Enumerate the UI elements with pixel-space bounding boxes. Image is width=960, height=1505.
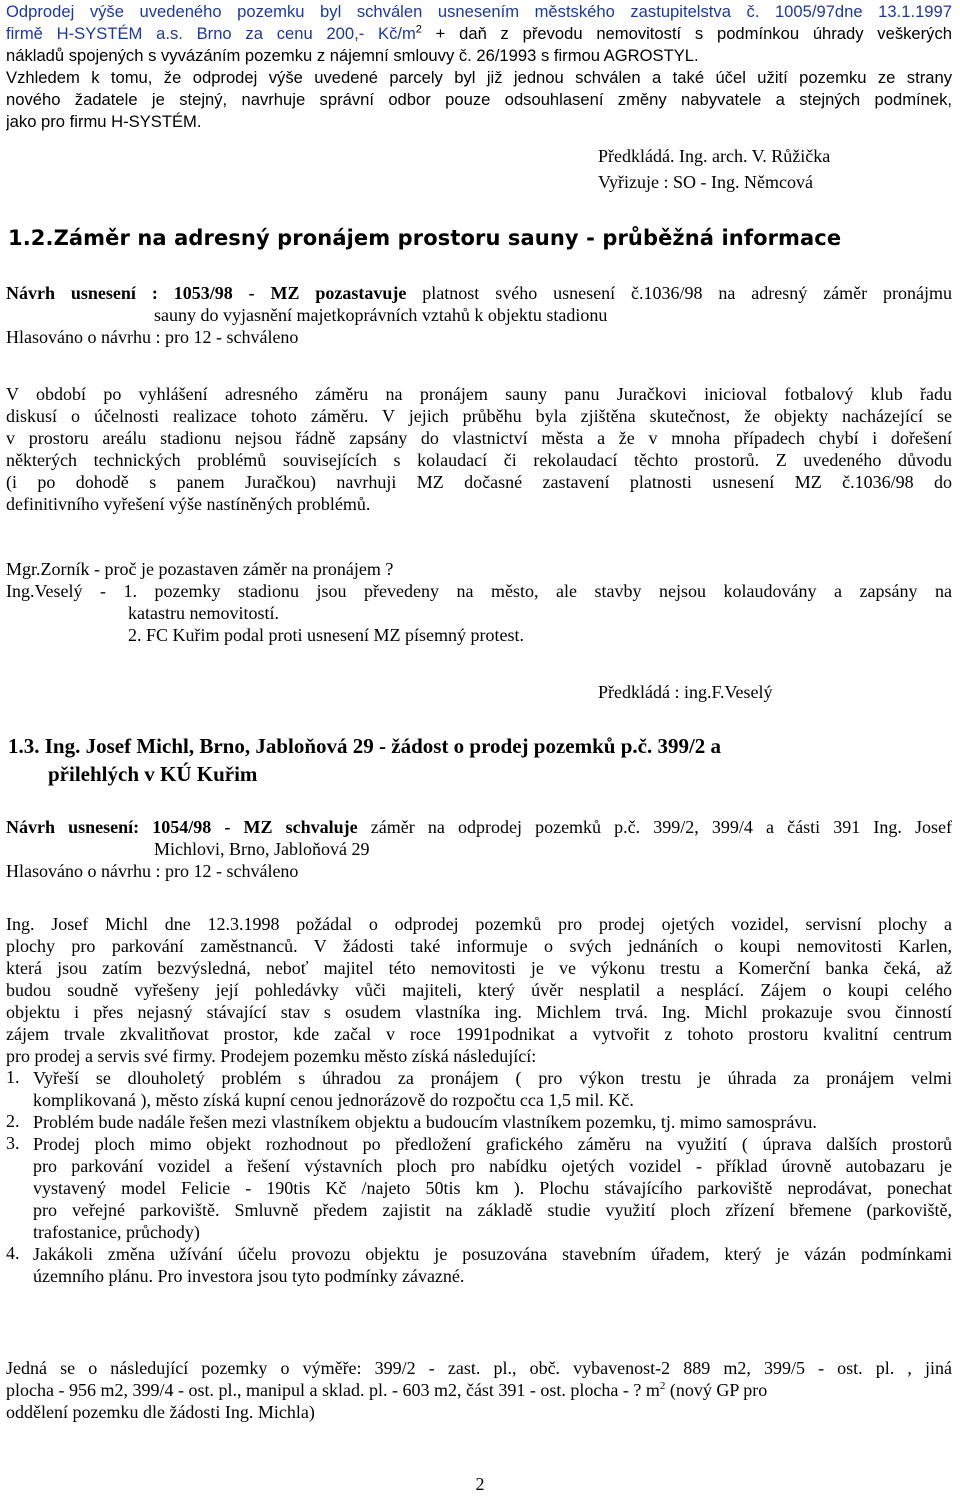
intro-block [6,1,952,133]
list-item [6,1133,952,1243]
list-line: pro parkování vozidel a řešení výstavních ploch pro nabídku ojetých vozidel - příklad úrovně autobazaru je [33,1156,952,1176]
paragraph-line: budou soudně vyřešeny její pohledávky vůči majiteli, který úvěr nesplatil a nesplácí. Zájem o koupi celého [6,980,952,1000]
list-line: Prodej ploch mimo objekt rozhodnout po předložení grafického záměru na využití ( úprava dalších prostorů [33,1134,952,1154]
paragraph-line: zájem trvale zkvalitňovat prostor, kde začal v roce 1991podnikat a vytvořit z tohoto prostoru kvalitní centrum [6,1024,952,1044]
paragraph-line: některých technických problémů souvisejících s kolaudací či rekolaudací těchto prostorů. Z uvedeného důvodu [6,450,952,470]
paragraph-line: definitivního vyřešení výše nastíněných problémů. [6,494,371,514]
paragraph-line: v prostoru areálu stadionu nejsou řádně zapsány do vlastnictví města a že v mnoha případech chybí i dořešení [6,428,952,448]
paragraph-line [6,1379,952,1401]
list-line: vystavený model Felicie - 190tis Kč /najeto 50tis km ). Plochu stávajícího parkoviště neprodávat, ponechat [33,1178,952,1198]
list-item [6,1243,952,1287]
paragraph-line: Jedná se o následující pozemky o výměře: 399/2 - zast. pl., obč. vybavenost-2 889 m2, 399/5 - ost. pl. , jiná [6,1358,952,1378]
intro-line-2 [6,23,952,45]
discussion-block [6,558,952,646]
vote-line: Hlasováno o návrhu : pro 12 - schváleno [6,327,299,347]
resolution-line [6,816,952,838]
answer-line-1: Ing.Veselý - 1. pozemky stadionu jsou převedeny na město, ale stavby nejsou kolaudovány a zapsány na [6,581,952,601]
paragraph-line: V období po vyhlášení adresného záměru na pronájem sauny panu Juračkovi inicioval fotbalový klub řadu [6,384,952,404]
question-line: Mgr.Zorník - proč je pozastaven záměr na pronájem ? [6,559,394,579]
intro-para-line: Vzhledem k tomu, že odprodej výše uvedené parcely byl již jednou schválen a také účel užití pozemku ze strany [6,68,952,87]
intro-line-1: Odprodej výše uvedeného pozemku byl schválen usnesením městského zastupitelstva č. 1005/97dne 13.1.1997 [6,2,952,21]
parcels-text-2: (nový GP pro [665,1380,768,1400]
list-number: 3. [6,1133,20,1153]
list-item [6,1067,952,1111]
paragraph-line: objektu i přes nejasný stávající stav s osudem vlastníka ing. Michlem trvá. Ing. Michl prokazuje svou činností [6,1002,952,1022]
resolution-line-2: Michlovi, Brno, Jabloňová 29 [154,839,370,859]
intro-line-3: nákladů spojených s vyvázáním pozemku z nájemní smlouvy č. 26/1993 s firmou AGROSTYL. [6,46,699,65]
parcels-paragraph [6,1357,952,1423]
list-number: 1. [6,1067,20,1087]
list-line: komplikovaná ), město získá kupní cenou jednorázově do rozpočtu cca 1,5 mil. Kč. [33,1090,634,1110]
list-line: Jakákoli změna užívání účelu provozu objektu je posuzována stavebním úřadem, který je vázán podmínkami [33,1244,952,1264]
paragraph-line: oddělení pozemku dle žádosti Ing. Michla) [6,1402,315,1422]
intro-para-line: jako pro firmu H-SYSTÉM. [6,112,202,131]
paragraph-line: diskusí o účelnosti realizace tohoto záměru. V jejich průběhu byla zjištěna skutečnost, že objekty nacházející se [6,406,952,426]
submitter-line-2: Předkládá : ing.F.Veselý [598,682,773,702]
resolution-text: platnost svého usnesení č.1036/98 na adresný záměr pronájmu [406,283,952,303]
parcels-sup: 2 [659,1380,666,1392]
resolution-line-2: sauny do vyjasnění majetkoprávních vztahů k objektu stadionu [154,305,608,325]
list-line: územního plánu. Pro investora jsou tyto podmínky závazné. [33,1266,465,1286]
paragraph-line: Ing. Josef Michl dne 12.3.1998 požádal o odprodej pozemků pro prodej ojetých vozidel, servisní plochy a [6,914,952,934]
intro-line-2b: + daň z převodu nemovitostí s podmínkou úhrady veškerých [421,24,952,43]
resolution-label: Návrh usnesení: 1054/98 - MZ schvaluje [6,817,358,837]
section-heading-1-3-line-1: 1.3. Ing. Josef Michl, Brno, Jabloňová 29 - žádost o prodej pozemků p.č. 399/2 a [8,734,722,758]
section-heading-1-3-line-2: přilehlých v KÚ Kuřim [48,762,258,786]
vote-line: Hlasováno o návrhu : pro 12 - schváleno [6,861,299,881]
answer-line-2: 2. FC Kuřim podal proti usnesení MZ písemný protest. [128,625,524,645]
answer-line-1b: katastru nemovitostí. [128,603,279,623]
intro-para-line: nového žadatele je stejný, navrhuje správní odbor pouze odsouhlasení změny nabyvatele a stejných podmínek, [6,90,952,109]
section-heading-1-2: 1.2.Záměr na adresný pronájem prostoru sauny - průběžná informace [8,226,842,250]
paragraph-line: (i po dohodě s panem Juračkou) navrhuji MZ dočasné zastavení platnosti usnesení MZ č.1036/98 do [6,472,952,492]
paragraph-line: která jsou zatím bezvýsledná, neboť majitel této nemovitosti je ve výkonu trestu a Komerční banka čeká, až [6,958,952,978]
handler-line: Vyřizuje : SO - Ing. Němcová [598,172,813,192]
list-line: trafostanice, průchody) [33,1222,200,1242]
resolution-block-1054 [6,816,952,882]
intro-line-2a: firmě H-SYSTÉM a.s. Brno za cenu 200,- Kč/m [6,24,416,43]
list-number: 2. [6,1111,20,1131]
resolution-text: záměr na odprodej pozemků p.č. 399/2, 399/4 a části 391 Ing. Josef [357,817,952,837]
paragraph-line: plochy pro parkování zaměstnanců. V žádosti také informuje o svých jednáních o koupi nemovitosti Karlen, [6,936,952,956]
list-line: Vyřeší se dlouholetý problém s úhradou za pronájem ( pro výkon trestu je úhrada za pronájem velmi [33,1068,952,1088]
michl-paragraph [6,913,952,1287]
list-number: 4. [6,1243,20,1263]
list-line: Problém bude nadále řešen mezi vlastníkem objektu a budoucím vlastníkem pozemku, tj. mimo samosprávu. [33,1112,817,1132]
page-number: 2 [475,1474,485,1494]
sauna-paragraph [6,383,952,515]
intro-line-2-sup: 2 [415,23,422,36]
parcels-text: plocha - 956 m2, 399/4 - ost. pl., manipul a sklad. pl. - 603 m2, část 391 - ost. plocha - ? m [6,1380,660,1400]
list-line: pro veřejné parkoviště. Smluvně předem zajistit na základě studie využití ploch zřízení břemene (parkoviště, [33,1200,952,1220]
resolution-line [6,282,952,304]
paragraph-line: pro prodej a servis své firmy. Prodejem pozemku město získá následující: [6,1046,537,1066]
resolution-block-1053 [6,282,952,348]
submitter-line: Předkládá. Ing. arch. V. Růžička [598,146,831,166]
list-item [6,1111,952,1133]
resolution-label: Návrh usnesení : 1053/98 - MZ pozastavuje [6,283,407,303]
